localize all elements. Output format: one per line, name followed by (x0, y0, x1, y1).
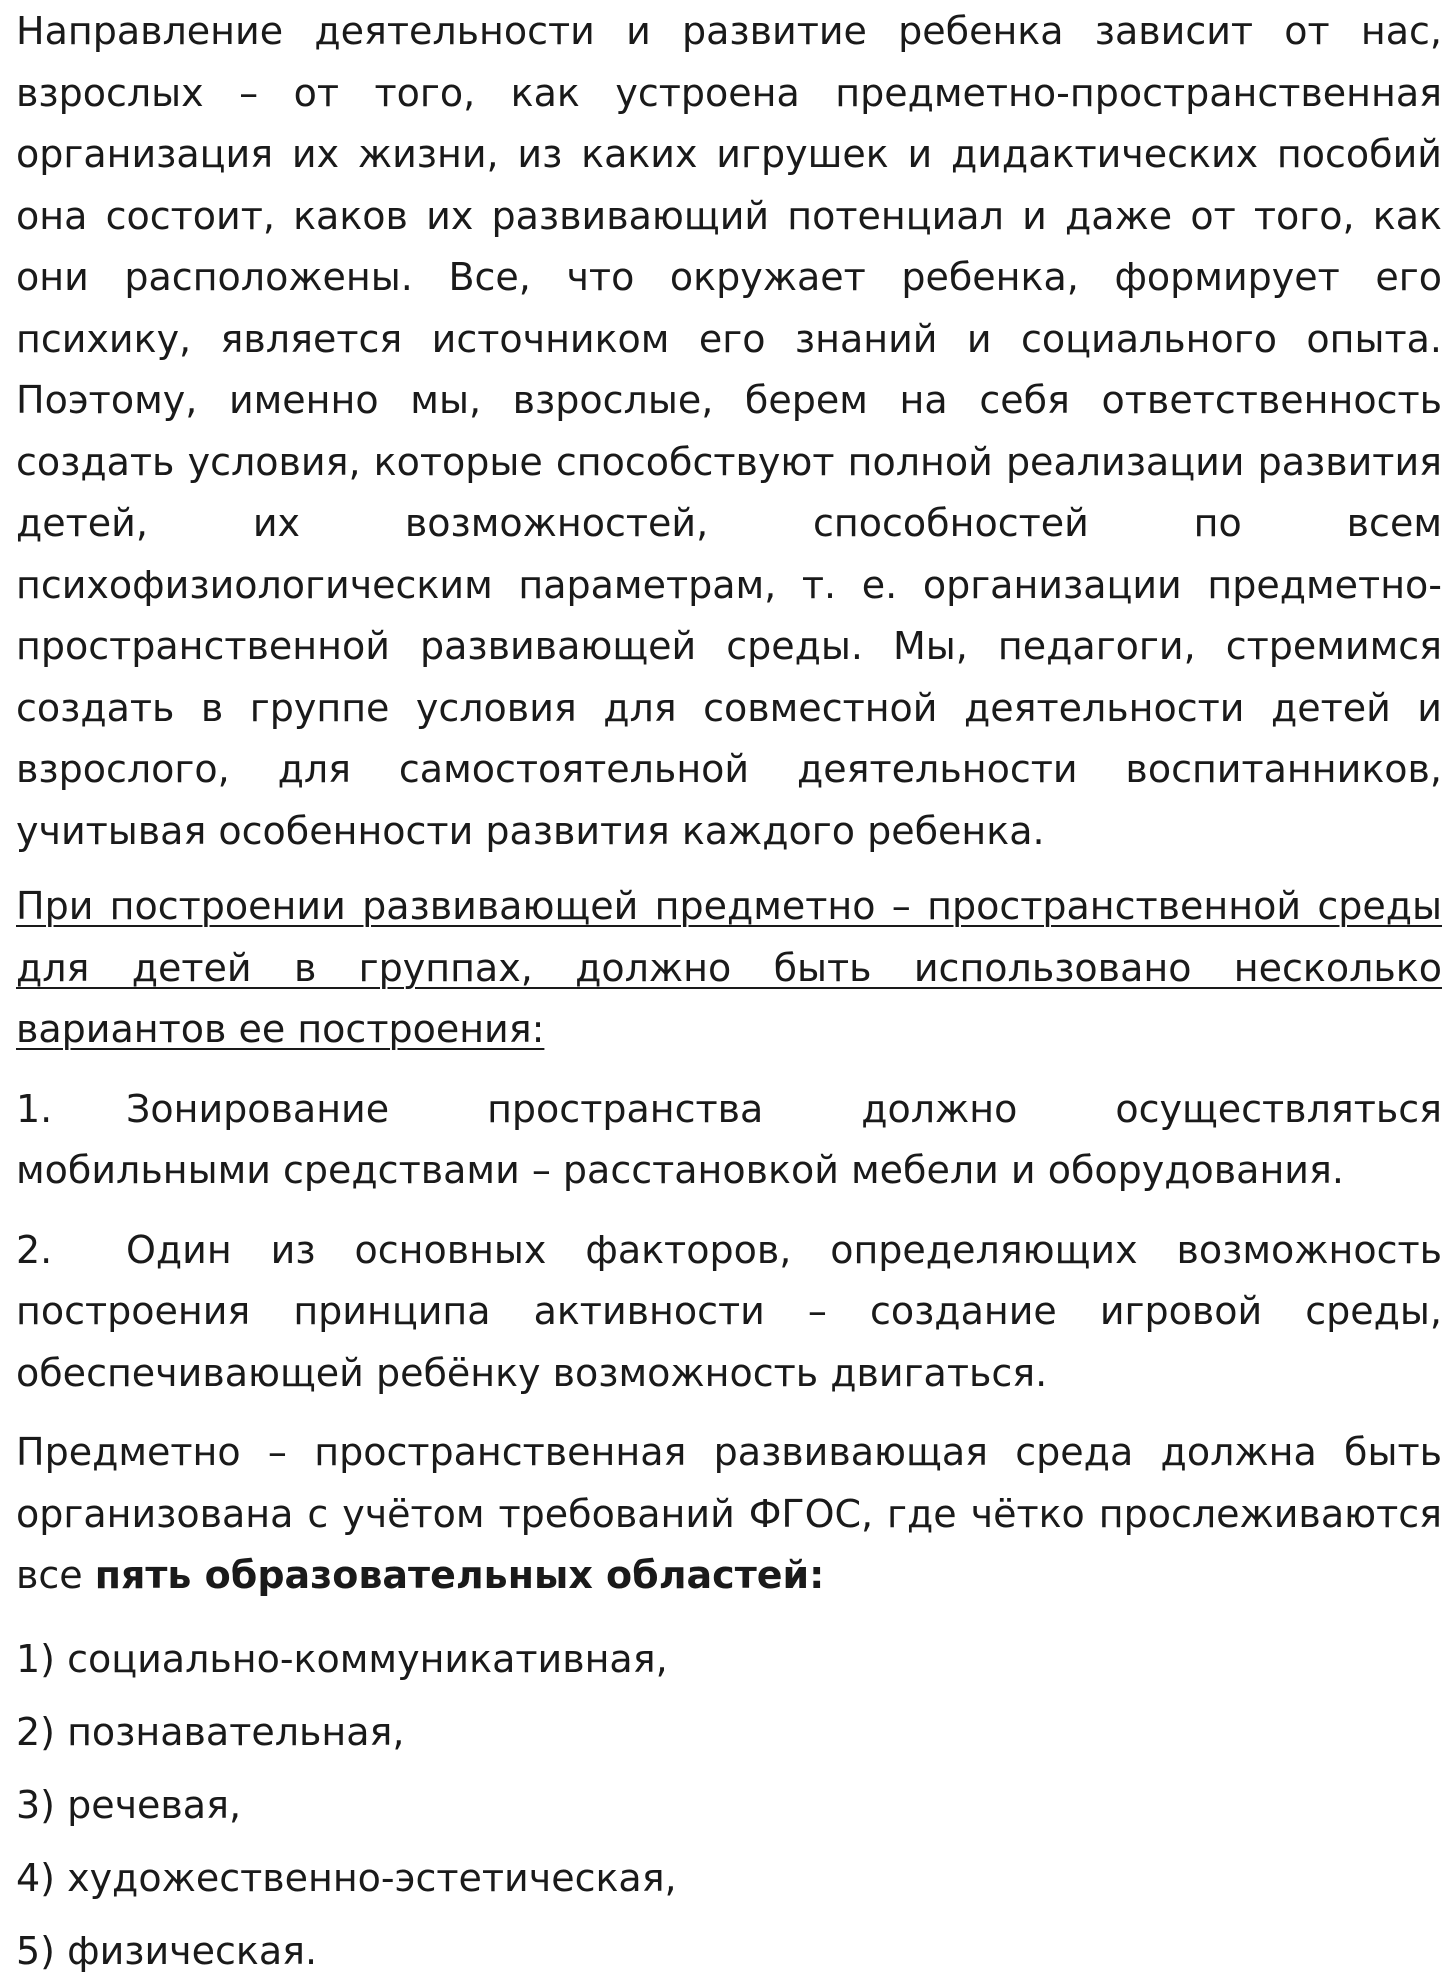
fgos-text: Предметно – пространственная развивающая среда должна быть организована с учётом требований ФГОС, где чётко прослеживаются все (16, 1430, 1442, 1597)
list-item: 4) художественно-эстетическая, (16, 1855, 677, 1900)
numbered-item-1 (16, 1079, 1442, 1202)
item-text-1: Зонирование пространства должно осуществляться мобильными средствами – расстановкой мебели и оборудования. (16, 1086, 1442, 1192)
item-number-2: 2. (16, 1227, 53, 1272)
underlined-heading: При построении развивающей предметно – пространственной среды для детей в группах, должно быть использовано несколько вариантов ее построения: (16, 884, 1442, 1051)
educational-areas-list (16, 1623, 1442, 1988)
intro-paragraph: Направление деятельности и развитие ребенка зависит от нас, взрослых – от того, как устроена предметно-пространственная организация их жизни, из каких игрушек и дидактических пособий она состоит, каков их развивающий потенциал и даже от того, как они расположены. Все, что окружает ребенка, формирует его психику, является источником его знаний и социального опыта. Поэтому, именно мы, взрослые, берем на себя ответственность создать условия, которые способствуют полной реализации развития детей, их возможностей, способностей по всем психофизиологическим параметрам, т. е. организации предметно-пространственной развивающей среды. Мы, педагоги, стремимся создать в группе условия для совместной деятельности детей и взрослого, для самостоятельной деятельности воспитанников, учитывая особенности развития каждого ребенка. (16, 9, 1442, 853)
item-text-2: Один из основных факторов, определяющих возможность построения принципа активности – создание игровой среды, обеспечивающей ребёнку возможность двигаться. (16, 1227, 1442, 1395)
fgos-paragraph (16, 1422, 1442, 1607)
list-item: 3) речевая, (16, 1782, 242, 1827)
numbered-item-2 (16, 1220, 1442, 1405)
list-item: 2) познавательная, (16, 1709, 405, 1754)
item-number-1: 1. (16, 1086, 53, 1131)
list-item: 5) физическая. (16, 1928, 318, 1973)
document-page (16, 0, 1442, 1973)
list-item: 1) социально-коммуникативная, (16, 1636, 668, 1681)
fgos-bold-text: пять образовательных областей: (94, 1553, 825, 1597)
